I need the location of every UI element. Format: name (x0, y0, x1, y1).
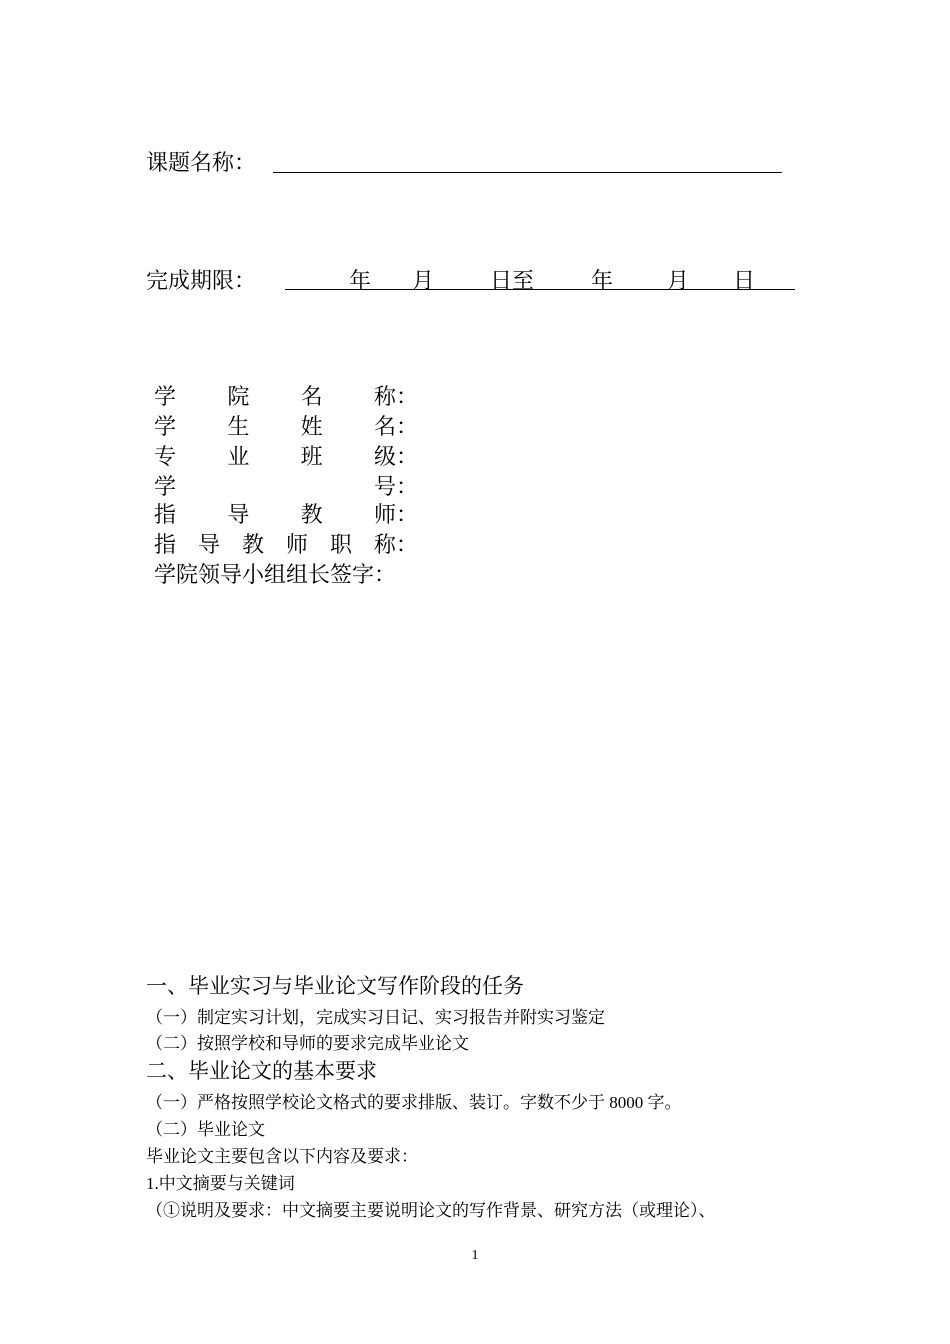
section-heading-1: 一、毕业实习与毕业论文写作阶段的任务 (146, 974, 524, 998)
paragraph-1: （一）制定实习计划，完成实习日记、实习报告并附实习鉴定 (146, 1008, 605, 1027)
period-day-to: 日至 (490, 269, 535, 294)
info-row-student-id: 学 号： (154, 474, 418, 500)
period-label: 完成期限： (146, 269, 257, 294)
paragraph-5: 毕业论文主要包含以下内容及要求： (146, 1147, 418, 1166)
title-label: 课题名称： (146, 151, 257, 176)
info-row-leader-signature: 学院领导小组组长签字： (154, 562, 397, 588)
paragraph-7: （①说明及要求：中文摘要主要说明论文的写作背景、研究方法（或理论）、 (146, 1201, 716, 1220)
info-row-class: 专 业 班 级： (154, 444, 418, 470)
period-month-start: 月 (412, 269, 435, 294)
paragraph-4: （二）毕业论文 (146, 1120, 265, 1139)
paragraph-2: （二）按照学校和导师的要求完成毕业论文 (146, 1034, 469, 1053)
paragraph-6: 1.中文摘要与关键词 (146, 1174, 295, 1193)
period-day-end: 日 (733, 269, 756, 294)
info-row-student-name: 学 生 姓 名： (154, 414, 418, 440)
title-underline (273, 172, 782, 173)
period-month-end: 月 (667, 269, 690, 294)
section-heading-2: 二、毕业论文的基本要求 (146, 1059, 377, 1083)
info-row-advisor-title: 指 导 教 师 职 称： (154, 532, 418, 558)
info-row-advisor: 指 导 教 师： (154, 502, 418, 528)
info-row-college: 学 院 名 称： (154, 384, 418, 410)
paragraph-3: （一）严格按照学校论文格式的要求排版、装订。字数不少于 8000 字。 (146, 1093, 682, 1112)
period-year-end: 年 (591, 269, 614, 294)
period-year-start: 年 (349, 269, 372, 294)
page-number: 1 (471, 1248, 479, 1263)
